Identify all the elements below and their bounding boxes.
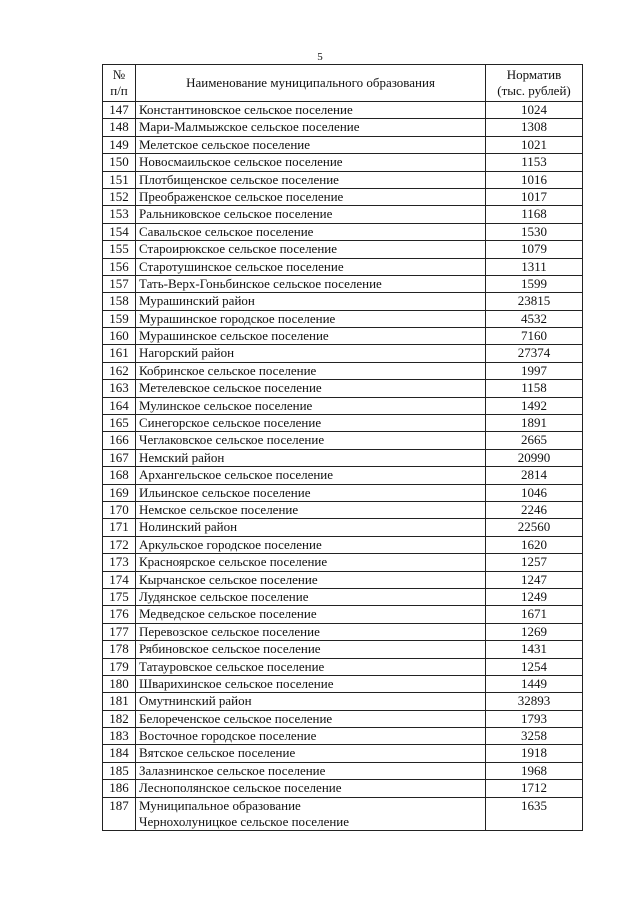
municipality-name: Омутнинский район [136, 693, 486, 710]
norm-value: 1249 [486, 588, 583, 605]
table-row [103, 206, 583, 223]
table-row [103, 449, 583, 466]
municipality-name: Ральниковское сельское поселение [136, 206, 486, 223]
header-row [103, 65, 583, 102]
table-row [103, 745, 583, 762]
norm-value: 1269 [486, 623, 583, 640]
row-number: 169 [103, 484, 136, 501]
row-number: 157 [103, 275, 136, 292]
table-row [103, 432, 583, 449]
norm-value: 1671 [486, 606, 583, 623]
municipality-name-line1: Муниципальное образование [139, 797, 301, 813]
row-number: 177 [103, 623, 136, 640]
municipality-name: Кырчанское сельское поселение [136, 571, 486, 588]
row-number: 158 [103, 293, 136, 310]
header-value-line1: Норматив [506, 67, 562, 82]
municipality-name: Мари-Малмыжское сельское поселение [136, 119, 486, 136]
row-number: 167 [103, 449, 136, 466]
row-number: 162 [103, 362, 136, 379]
municipality-name: Кобринское сельское поселение [136, 362, 486, 379]
municipality-name: Архангельское сельское поселение [136, 467, 486, 484]
row-number: 176 [103, 606, 136, 623]
municipality-name: Лудянское сельское поселение [136, 588, 486, 605]
municipality-name: Татауровское сельское поселение [136, 658, 486, 675]
table-row [103, 484, 583, 501]
table-row [103, 119, 583, 136]
row-number: 159 [103, 310, 136, 327]
row-number: 175 [103, 588, 136, 605]
municipality-name: Синегорское сельское поселение [136, 415, 486, 432]
table-row [103, 397, 583, 414]
table-row [103, 606, 583, 623]
norm-value: 1257 [486, 554, 583, 571]
norm-value: 1635 [486, 797, 583, 830]
row-number: 168 [103, 467, 136, 484]
norm-value: 1247 [486, 571, 583, 588]
row-number: 154 [103, 223, 136, 240]
table-row [103, 415, 583, 432]
municipality-name: Белореченское сельское поселение [136, 710, 486, 727]
norm-value: 1530 [486, 223, 583, 240]
norm-value: 1968 [486, 762, 583, 779]
row-number: 171 [103, 519, 136, 536]
norm-value: 1021 [486, 136, 583, 153]
table-row [103, 762, 583, 779]
norm-value: 1254 [486, 658, 583, 675]
municipality-name: Леснополянское сельское поселение [136, 780, 486, 797]
row-number: 179 [103, 658, 136, 675]
municipality-name: Мулинское сельское поселение [136, 397, 486, 414]
municipality-name: Мурашинское городское поселение [136, 310, 486, 327]
table-row [103, 797, 583, 830]
municipality-name: Плотбищенское сельское поселение [136, 171, 486, 188]
norm-value: 20990 [486, 449, 583, 466]
row-number: 147 [103, 102, 136, 119]
header-number-line2: п/п [110, 83, 128, 98]
table-row [103, 362, 583, 379]
table-row [103, 154, 583, 171]
header-number [103, 65, 136, 102]
municipality-name: Преображенское сельское поселение [136, 188, 486, 205]
table-row [103, 310, 583, 327]
norm-value: 1620 [486, 536, 583, 553]
row-number: 164 [103, 397, 136, 414]
municipality-name: Рябиновское сельское поселение [136, 641, 486, 658]
municipality-name: Немское сельское поселение [136, 501, 486, 518]
municipality-name: Немский район [136, 449, 486, 466]
table-row [103, 136, 583, 153]
norm-value: 4532 [486, 310, 583, 327]
row-number: 152 [103, 188, 136, 205]
table-row [103, 728, 583, 745]
table-row [103, 588, 583, 605]
row-number: 181 [103, 693, 136, 710]
row-number: 163 [103, 380, 136, 397]
row-number: 173 [103, 554, 136, 571]
row-number: 155 [103, 241, 136, 258]
norm-value: 1891 [486, 415, 583, 432]
municipality-name: Красноярское сельское поселение [136, 554, 486, 571]
municipality-name: Старотушинское сельское поселение [136, 258, 486, 275]
table-row [103, 345, 583, 362]
municipality-name: Мурашинское сельское поселение [136, 328, 486, 345]
table-row [103, 171, 583, 188]
table-row [103, 536, 583, 553]
municipality-name: Мурашинский район [136, 293, 486, 310]
norm-value: 27374 [486, 345, 583, 362]
table-body [103, 102, 583, 831]
municipality-name: Константиновское сельское поселение [136, 102, 486, 119]
table-row [103, 223, 583, 240]
municipality-name: Шварихинское сельское поселение [136, 675, 486, 692]
municipality-name: Ильинское сельское поселение [136, 484, 486, 501]
norm-value: 7160 [486, 328, 583, 345]
norm-value: 2246 [486, 501, 583, 518]
norm-value: 1308 [486, 119, 583, 136]
municipality-name: Новосмаильское сельское поселение [136, 154, 486, 171]
row-number: 153 [103, 206, 136, 223]
norm-value: 1599 [486, 275, 583, 292]
municipality-name: Тать-Верх-Гоньбинское сельское поселение [136, 275, 486, 292]
municipality-name: Нолинский район [136, 519, 486, 536]
row-number: 166 [103, 432, 136, 449]
row-number: 174 [103, 571, 136, 588]
norm-value: 1492 [486, 397, 583, 414]
norm-value: 1079 [486, 241, 583, 258]
norms-table [102, 64, 583, 831]
norm-value: 1016 [486, 171, 583, 188]
norm-value: 1158 [486, 380, 583, 397]
table-header [103, 65, 583, 102]
row-number: 170 [103, 501, 136, 518]
header-value [486, 65, 583, 102]
table-row [103, 102, 583, 119]
row-number: 161 [103, 345, 136, 362]
table-row [103, 675, 583, 692]
table-row [103, 571, 583, 588]
norm-value: 1168 [486, 206, 583, 223]
table-row [103, 188, 583, 205]
norm-value: 2814 [486, 467, 583, 484]
municipality-name [136, 797, 486, 830]
municipality-name: Мелетское сельское поселение [136, 136, 486, 153]
norm-value: 1046 [486, 484, 583, 501]
table-row [103, 241, 583, 258]
row-number: 160 [103, 328, 136, 345]
row-number: 184 [103, 745, 136, 762]
table-row [103, 258, 583, 275]
municipality-name: Вятское сельское поселение [136, 745, 486, 762]
norm-value: 1793 [486, 710, 583, 727]
row-number: 151 [103, 171, 136, 188]
row-number: 165 [103, 415, 136, 432]
row-number: 182 [103, 710, 136, 727]
municipality-name-line2: Чернохолуницкое сельское поселение [139, 813, 350, 829]
norm-value: 1024 [486, 102, 583, 119]
table-row [103, 623, 583, 640]
header-value-line2: (тыс. рублей) [497, 83, 571, 98]
table-row [103, 710, 583, 727]
municipality-name: Метелевское сельское поселение [136, 380, 486, 397]
table-row [103, 275, 583, 292]
row-number: 148 [103, 119, 136, 136]
row-number: 187 [103, 797, 136, 830]
norm-value: 3258 [486, 728, 583, 745]
norm-value: 1449 [486, 675, 583, 692]
municipality-name: Нагорский район [136, 345, 486, 362]
norm-value: 1153 [486, 154, 583, 171]
table-row [103, 658, 583, 675]
norm-value: 1311 [486, 258, 583, 275]
municipality-name: Савальское сельское поселение [136, 223, 486, 240]
norm-value: 1997 [486, 362, 583, 379]
table-row [103, 328, 583, 345]
municipality-name: Перевозское сельское поселение [136, 623, 486, 640]
row-number: 178 [103, 641, 136, 658]
table-row [103, 467, 583, 484]
norm-value: 2665 [486, 432, 583, 449]
table-row [103, 693, 583, 710]
table-row [103, 380, 583, 397]
row-number: 180 [103, 675, 136, 692]
row-number: 185 [103, 762, 136, 779]
municipality-name: Медведское сельское поселение [136, 606, 486, 623]
municipality-name: Восточное городское поселение [136, 728, 486, 745]
table-row [103, 519, 583, 536]
row-number: 149 [103, 136, 136, 153]
norm-value: 1017 [486, 188, 583, 205]
norm-value: 1712 [486, 780, 583, 797]
municipality-name: Чеглаковское сельское поселение [136, 432, 486, 449]
header-number-line1: № [112, 67, 126, 82]
municipality-name: Залазнинское сельское поселение [136, 762, 486, 779]
norm-value: 1431 [486, 641, 583, 658]
table-row [103, 780, 583, 797]
row-number: 150 [103, 154, 136, 171]
municipality-name: Аркульское городское поселение [136, 536, 486, 553]
row-number: 156 [103, 258, 136, 275]
table-row [103, 641, 583, 658]
row-number: 172 [103, 536, 136, 553]
norm-value: 32893 [486, 693, 583, 710]
row-number: 186 [103, 780, 136, 797]
table-row [103, 554, 583, 571]
row-number: 183 [103, 728, 136, 745]
norm-value: 23815 [486, 293, 583, 310]
page-number: 5 [317, 51, 323, 63]
header-name: Наименование муниципального образования [136, 65, 486, 102]
norm-value: 22560 [486, 519, 583, 536]
norm-value: 1918 [486, 745, 583, 762]
table-row [103, 293, 583, 310]
municipality-name: Староирюкское сельское поселение [136, 241, 486, 258]
table-row [103, 501, 583, 518]
